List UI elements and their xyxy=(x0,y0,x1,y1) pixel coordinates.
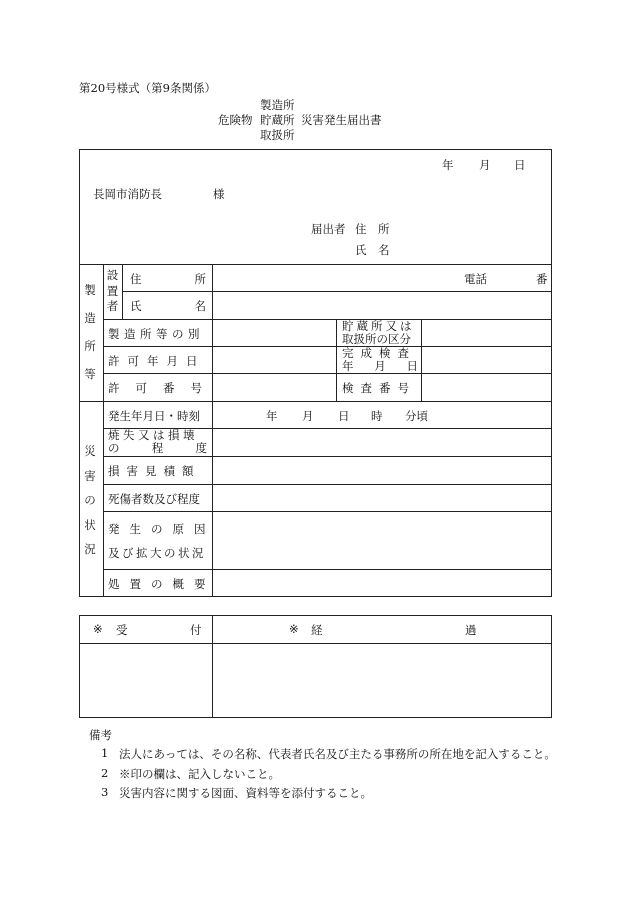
form-number: 第20号様式（第9条関係） xyxy=(79,81,216,95)
damage-amount-label: 損害見積額 xyxy=(108,464,201,478)
note-number: 3 xyxy=(101,785,109,799)
occurred-day: 日 xyxy=(338,409,350,423)
permit-number-label: 許可番号 xyxy=(108,381,218,395)
disaster-section-label: 災 害 の 状 況 xyxy=(84,444,96,556)
facility-section-label: 製 造 所 等 xyxy=(84,283,96,381)
cause-label-2: 及び拡大の状況 xyxy=(108,546,206,560)
phone-label: 電話 xyxy=(464,272,487,286)
date-year: 年 xyxy=(442,158,454,172)
inspection-number-label: 検査番号 xyxy=(342,381,416,395)
completion-label-1: 完成検査 xyxy=(342,346,416,360)
date-month: 月 xyxy=(479,158,491,172)
note-text: 法人にあっては、その名称、代表者氏名及び主たる事務所の所在地を記入すること。 xyxy=(119,747,556,761)
title-prefix: 危険物 xyxy=(218,113,253,127)
title-line-1: 製造所 xyxy=(260,98,295,112)
notifier-name-label: 氏 名 xyxy=(355,243,390,257)
facility-type-label: 製造所等の別 xyxy=(108,327,204,341)
note-number: 1 xyxy=(101,746,109,760)
note-text: ※印の欄は、記入しないこと。 xyxy=(119,767,280,781)
reception-label-1: 受 xyxy=(116,623,128,637)
title-line-3: 取扱所 xyxy=(260,128,295,142)
damage-degree-label-1: 焼失又は損壊 xyxy=(108,428,198,442)
note-text: 災害内容に関する図面、資料等を添付すること。 xyxy=(119,786,372,800)
completion-label-2: 年 月 日 xyxy=(342,359,418,373)
date-day: 日 xyxy=(514,158,526,172)
notes-heading: 備考 xyxy=(89,728,112,742)
title-suffix: 災害発生届出書 xyxy=(301,113,382,127)
progress-label-1: 経 xyxy=(311,623,323,637)
installer-label: 設 置 者 xyxy=(106,268,119,313)
occurred-minute: 分頃 xyxy=(405,409,428,423)
occurred-hour: 時 xyxy=(371,409,383,423)
phone-suffix: 番 xyxy=(536,272,548,286)
progress-mark: ※ xyxy=(289,622,299,636)
notifier-address-label: 住 所 xyxy=(355,222,390,236)
occurred-year: 年 xyxy=(266,409,278,423)
cause-label-1: 発生の原因 xyxy=(108,522,216,536)
installer-address-label: 住 所 xyxy=(130,272,206,286)
progress-label-2: 過 xyxy=(465,623,477,637)
damage-degree-label-2: の 程 度 xyxy=(108,441,207,455)
storage-class-label-2: 取扱所の区分 xyxy=(342,332,411,346)
title-line-2: 貯蔵所 xyxy=(260,113,295,127)
reception-label-2: 付 xyxy=(190,623,202,637)
storage-class-label-1: 貯蔵所又は xyxy=(342,319,415,333)
reception-mark: ※ xyxy=(93,622,103,636)
addressee-name: 長岡市消防長 xyxy=(93,187,162,201)
notifier-label: 届出者 xyxy=(311,222,346,236)
note-number: 2 xyxy=(101,766,109,780)
installer-name-label: 氏 名 xyxy=(130,299,206,313)
casualties-label: 死傷者数及び程度 xyxy=(108,492,200,506)
occurred-label: 発生年月日・時刻 xyxy=(108,409,200,423)
occurred-month: 月 xyxy=(302,409,314,423)
permit-date-label: 許可年月日 xyxy=(108,354,206,368)
addressee-honorific: 様 xyxy=(213,187,225,201)
measures-label: 処置の概要 xyxy=(108,577,216,591)
